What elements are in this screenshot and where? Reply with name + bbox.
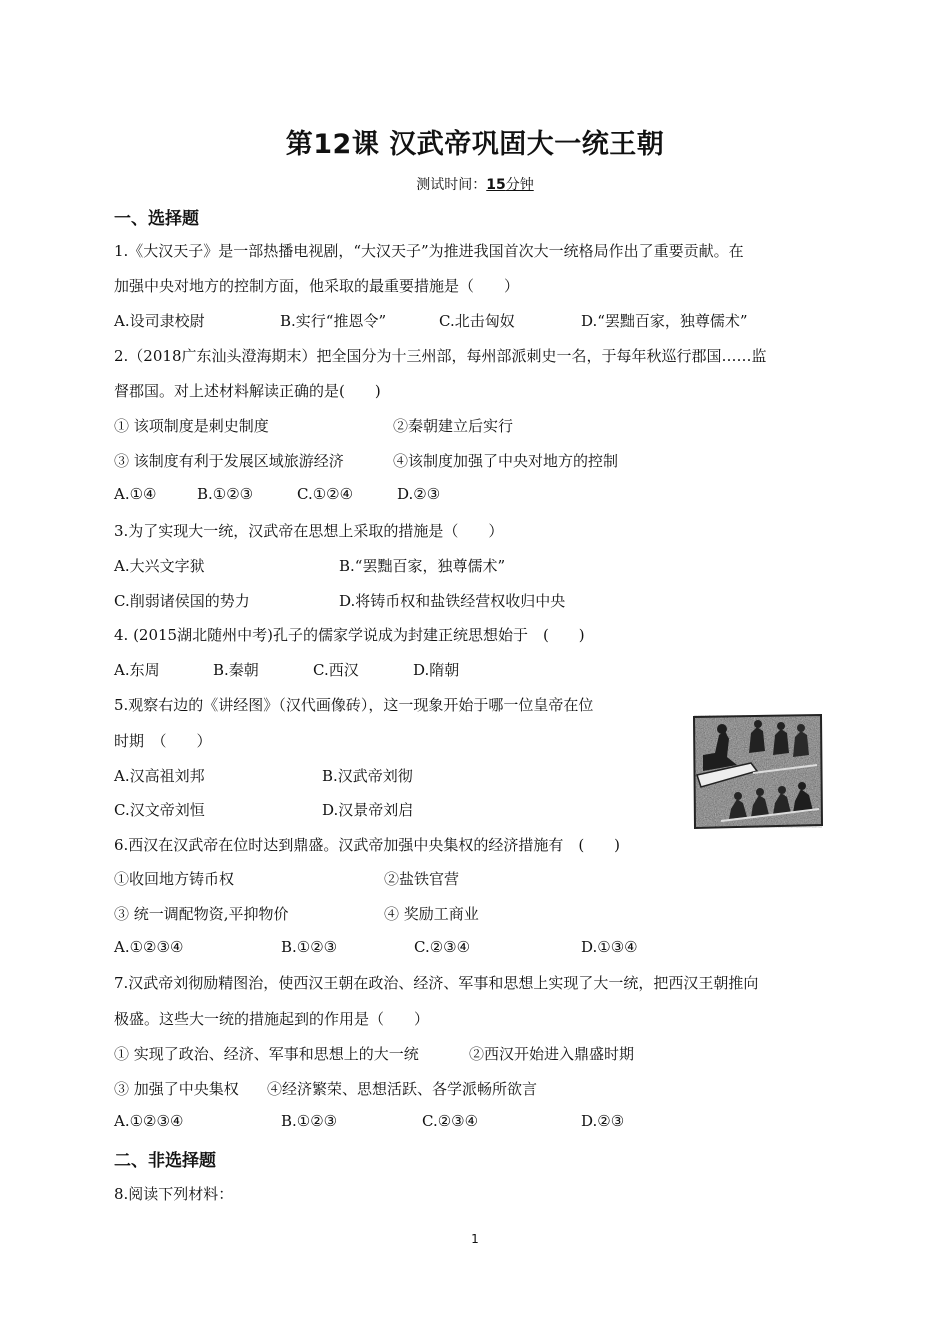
question-3-option-a: A.大兴文字狱 — [114, 557, 205, 575]
lecture-brick-image — [691, 713, 824, 830]
question-3-option-d: D.将铸币权和盐铁经营权收归中央 — [339, 592, 566, 610]
question-7-statement-3: ③ 加强了中央集权 — [114, 1080, 239, 1098]
question-7-statement-1: ① 实现了政治、经济、军事和思想上的大一统 — [114, 1045, 419, 1063]
question-4-option-d: D.隋朝 — [413, 661, 460, 679]
question-1-line-1: 1.《大汉天子》是一部热播电视剧，“大汉天子”为推进我国首次大一统格局作出了重要贡献。在 — [114, 242, 744, 260]
test-time — [0, 174, 950, 194]
page-title: 第12课 汉武帝巩固大一统王朝 — [285, 129, 665, 160]
question-2-option-a: A.①④ — [114, 485, 157, 503]
question-5-option-d: D.汉景帝刘启 — [322, 801, 414, 819]
question-2-option-d: D.②③ — [397, 485, 441, 503]
question-7-option-c: C.②③④ — [422, 1112, 479, 1130]
question-3-line-1: 3.为了实现大一统，汉武帝在思想上采取的措施是（ ） — [114, 522, 504, 540]
test-time-value: 15 — [486, 177, 506, 193]
question-5-option-c: C.汉文帝刘恒 — [114, 801, 205, 819]
question-1-option-b: B.实行“推恩令” — [280, 312, 387, 330]
test-time-label: 测试时间： — [416, 177, 487, 193]
question-5-line-2: 时期 （ ） — [114, 732, 212, 750]
question-7-statement-2: ②西汉开始进入鼎盛时期 — [469, 1045, 635, 1063]
test-time-unit: 分钟 — [505, 177, 534, 193]
question-4-line-1: 4. (2015湖北随州中考)孔子的儒家学说成为封建正统思想始于 ( ) — [114, 626, 585, 644]
question-3-option-b: B.“罢黜百家，独尊儒术” — [339, 557, 506, 575]
question-2-statement-1: ① 该项制度是刺史制度 — [114, 417, 269, 435]
lecture-brick-drawing — [691, 713, 824, 830]
question-2-line-2: 督郡国。对上述材料解读正确的是( ) — [114, 382, 381, 400]
question-7-option-d: D.②③ — [581, 1112, 625, 1130]
question-6-option-b: B.①②③ — [281, 938, 338, 956]
question-2-statement-3: ③ 该制度有利于发展区域旅游经济 — [114, 452, 344, 470]
question-2-line-1: 2.（2018广东汕头澄海期末）把全国分为十三州部，每州部派刺史一名，于每年秋巡行郡国……监 — [114, 347, 767, 365]
section-heading-nonchoice: 二、非选择题 — [114, 1151, 216, 1171]
page-number: 1 — [471, 1232, 479, 1246]
question-6-statement-4: ④ 奖励工商业 — [384, 905, 479, 923]
question-6-option-a: A.①②③④ — [114, 938, 184, 956]
question-5-option-b: B.汉武帝刘彻 — [322, 767, 413, 785]
question-7-option-b: B.①②③ — [281, 1112, 338, 1130]
question-5-line-1: 5.观察右边的《讲经图》（汉代画像砖），这一现象开始于哪一位皇帝在位 — [114, 696, 594, 714]
question-6-option-d: D.①③④ — [581, 938, 638, 956]
question-1-line-2: 加强中央对地方的控制方面，他采取的最重要措施是（ ） — [114, 277, 520, 295]
question-2-statement-2: ②秦朝建立后实行 — [393, 417, 514, 435]
question-6-statement-3: ③ 统一调配物资,平抑物价 — [114, 905, 289, 923]
question-2-option-b: B.①②③ — [197, 485, 254, 503]
question-8-line-1: 8.阅读下列材料： — [114, 1185, 234, 1203]
question-3-option-c: C.削弱诸侯国的势力 — [114, 592, 250, 610]
question-4-option-b: B.秦朝 — [213, 661, 259, 679]
question-6-line-1: 6.西汉在汉武帝在位时达到鼎盛。汉武帝加强中央集权的经济措施有 ( ) — [114, 836, 621, 854]
question-2-option-c: C.①②④ — [297, 485, 354, 503]
question-7-option-a: A.①②③④ — [114, 1112, 184, 1130]
question-1-option-a: A.设司隶校尉 — [114, 312, 205, 330]
question-4-option-c: C.西汉 — [313, 661, 359, 679]
question-1-option-d: D.“罢黜百家，独尊儒术” — [581, 312, 748, 330]
question-6-statement-1: ①收回地方铸币权 — [114, 870, 235, 888]
question-7-line-1: 7.汉武帝刘彻励精图治，使西汉王朝在政治、经济、军事和思想上实现了大一统，把西汉王朝推向 — [114, 974, 759, 992]
question-2-statement-4: ④该制度加强了中央对地方的控制 — [393, 452, 619, 470]
question-1-option-c: C.北击匈奴 — [439, 312, 515, 330]
question-5-option-a: A.汉高祖刘邦 — [114, 767, 205, 785]
question-6-statement-2: ②盐铁官营 — [384, 870, 460, 888]
question-7-line-2: 极盛。这些大一统的措施起到的作用是（ ） — [114, 1010, 430, 1028]
section-heading-choice: 一、选择题 — [114, 209, 199, 229]
question-7-statement-4: ④经济繁荣、思想活跃、各学派畅所欲言 — [267, 1080, 538, 1098]
question-4-option-a: A.东周 — [114, 661, 160, 679]
question-6-option-c: C.②③④ — [414, 938, 471, 956]
